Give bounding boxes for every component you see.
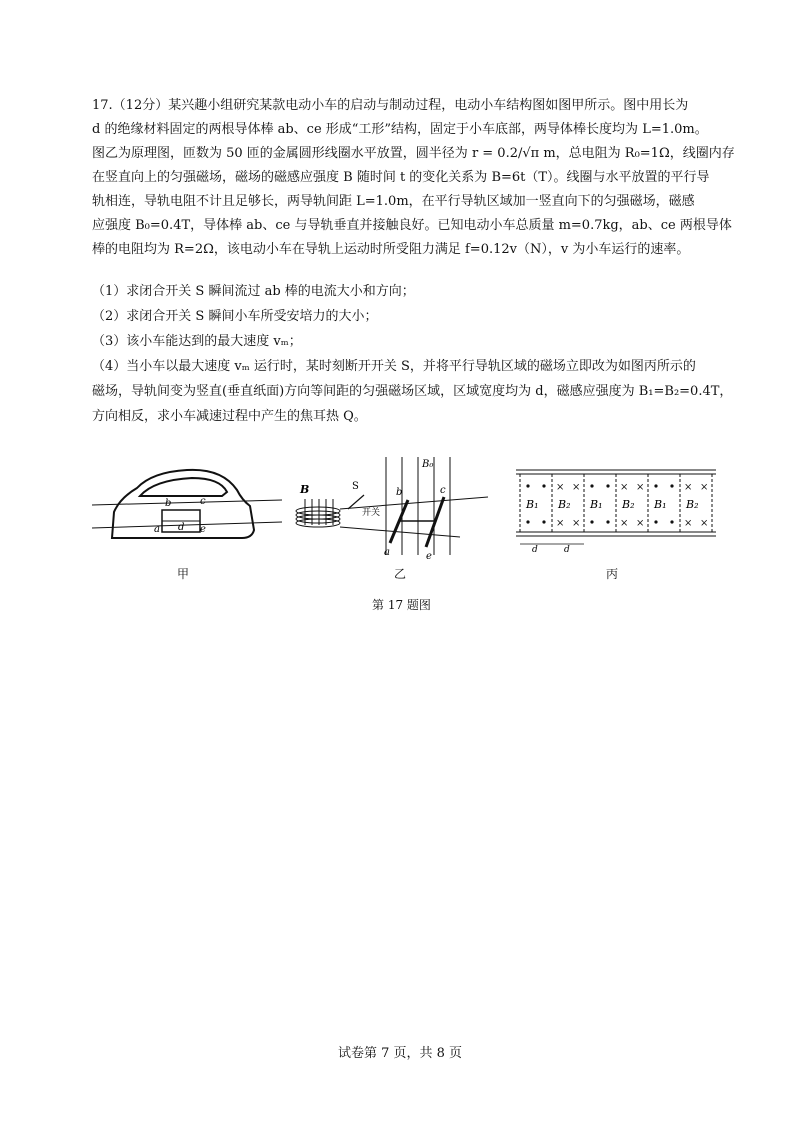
svg-text:×: × <box>572 482 581 493</box>
label-B1-3: B₁ <box>654 498 667 511</box>
part-3: （3）该小车能达到的最大速度 vₘ； <box>92 334 302 349</box>
label-c-yi: c <box>440 485 446 496</box>
figure-bing <box>516 464 716 554</box>
svg-text:×: × <box>684 482 693 493</box>
label-B2-2: B₂ <box>622 498 635 511</box>
label-d-bing-1: d <box>532 545 538 554</box>
svg-text:×: × <box>700 482 709 493</box>
page-footer: 试卷第 7 页，共 8 页 <box>337 1046 463 1061</box>
label-e-yi: e <box>426 551 432 560</box>
question-line-3: 图乙为原理图，匝数为 50 匝的金属圆形线圈水平放置，圆半径为 r = 0.2/√π m，总电阻为 R₀=1Ω，线圈内存 <box>92 146 735 161</box>
label-c-jia: c <box>200 496 206 507</box>
caption-bing: 丙 <box>606 567 619 581</box>
question-body <box>92 94 735 262</box>
question-line-5: 轨相连，导轨电阻不计且足够长，两导轨间距 L=1.0m，在平行导轨区域加一竖直向下的匀强磁场，磁感 <box>92 194 695 209</box>
question-line-2: d 的绝缘材料固定的两根导体棒 ab、ce 形成“工形”结构，固定于小车底部，两导体棒长度均为 L=1.0m。 <box>92 122 708 137</box>
question-line-6: 应强度 B₀=0.4T，导体棒 ab、ce 与导轨垂直并接触良好。已知电动小车总质量 m=0.7kg，ab、ce 两根导体 <box>92 218 732 233</box>
svg-text:×: × <box>556 518 565 529</box>
figure-jia <box>92 460 282 550</box>
label-switch: 开关 <box>362 508 381 518</box>
part-4-line-1: （4）当小车以最大速度 vₘ 运行时，某时刻断开开关 S，并将平行导轨区域的磁场立即改为如图丙所示的 <box>92 359 696 374</box>
svg-text:×: × <box>636 482 645 493</box>
label-b-jia: b <box>165 498 172 509</box>
rod-ce <box>426 497 444 547</box>
rail-bottom <box>340 527 460 537</box>
svg-text:×: × <box>700 518 709 529</box>
label-a-yi: a <box>384 547 390 558</box>
caption-jia: 甲 <box>177 567 190 581</box>
label-B2-1: B₂ <box>558 498 571 511</box>
figure-title: 第 17 题图 <box>372 598 431 612</box>
label-a-jia: a <box>154 524 160 535</box>
figure-yi <box>290 455 490 560</box>
label-b-yi: b <box>396 487 403 498</box>
svg-text:×: × <box>556 482 565 493</box>
label-B1-1: B₁ <box>526 498 539 511</box>
question-line-4: 在竖直向上的匀强磁场，磁场的磁感应强度 B 随时间 t 的变化关系为 B=6t（T）。线圈与水平放置的平行导 <box>92 170 710 185</box>
part-4-line-2: 磁场，导轨间变为竖直(垂直纸面)方向等间距的匀强磁场区域，区域宽度均为 d，磁感应强度为 B₁=B₂=0.4T， <box>92 384 733 399</box>
label-d-bing-2: d <box>564 545 570 554</box>
label-B0: B₀ <box>422 459 434 470</box>
question-line-7: 棒的电阻均为 R=2Ω，该电动小车在导轨上运动时所受阻力满足 f=0.12v（N），v 为小车运行的速率。 <box>92 242 690 257</box>
svg-text:×: × <box>572 518 581 529</box>
label-d-jia: d <box>178 522 185 533</box>
part-4-line-3: 方向相反，求小车减速过程中产生的焦耳热 Q。 <box>92 409 367 424</box>
part-1: （1）求闭合开关 S 瞬间流过 ab 棒的电流大小和方向； <box>92 284 415 299</box>
part-2: （2）求闭合开关 S 瞬间小车所受安培力的大小； <box>92 309 378 324</box>
label-B1-2: B₁ <box>590 498 603 511</box>
question-line-1: 17.（12分）某兴趣小组研究某款电动小车的启动与制动过程，电动小车结构图如图甲所示。图中用长为 <box>92 98 689 113</box>
car-window <box>140 478 227 496</box>
label-S: S <box>352 481 359 492</box>
label-B2-3: B₂ <box>686 498 699 511</box>
caption-yi: 乙 <box>394 567 407 581</box>
svg-text:×: × <box>620 482 629 493</box>
svg-text:×: × <box>684 518 693 529</box>
label-e-jia: e <box>200 524 206 535</box>
svg-text:×: × <box>636 518 645 529</box>
svg-text:×: × <box>620 518 629 529</box>
label-B: B <box>300 483 310 496</box>
